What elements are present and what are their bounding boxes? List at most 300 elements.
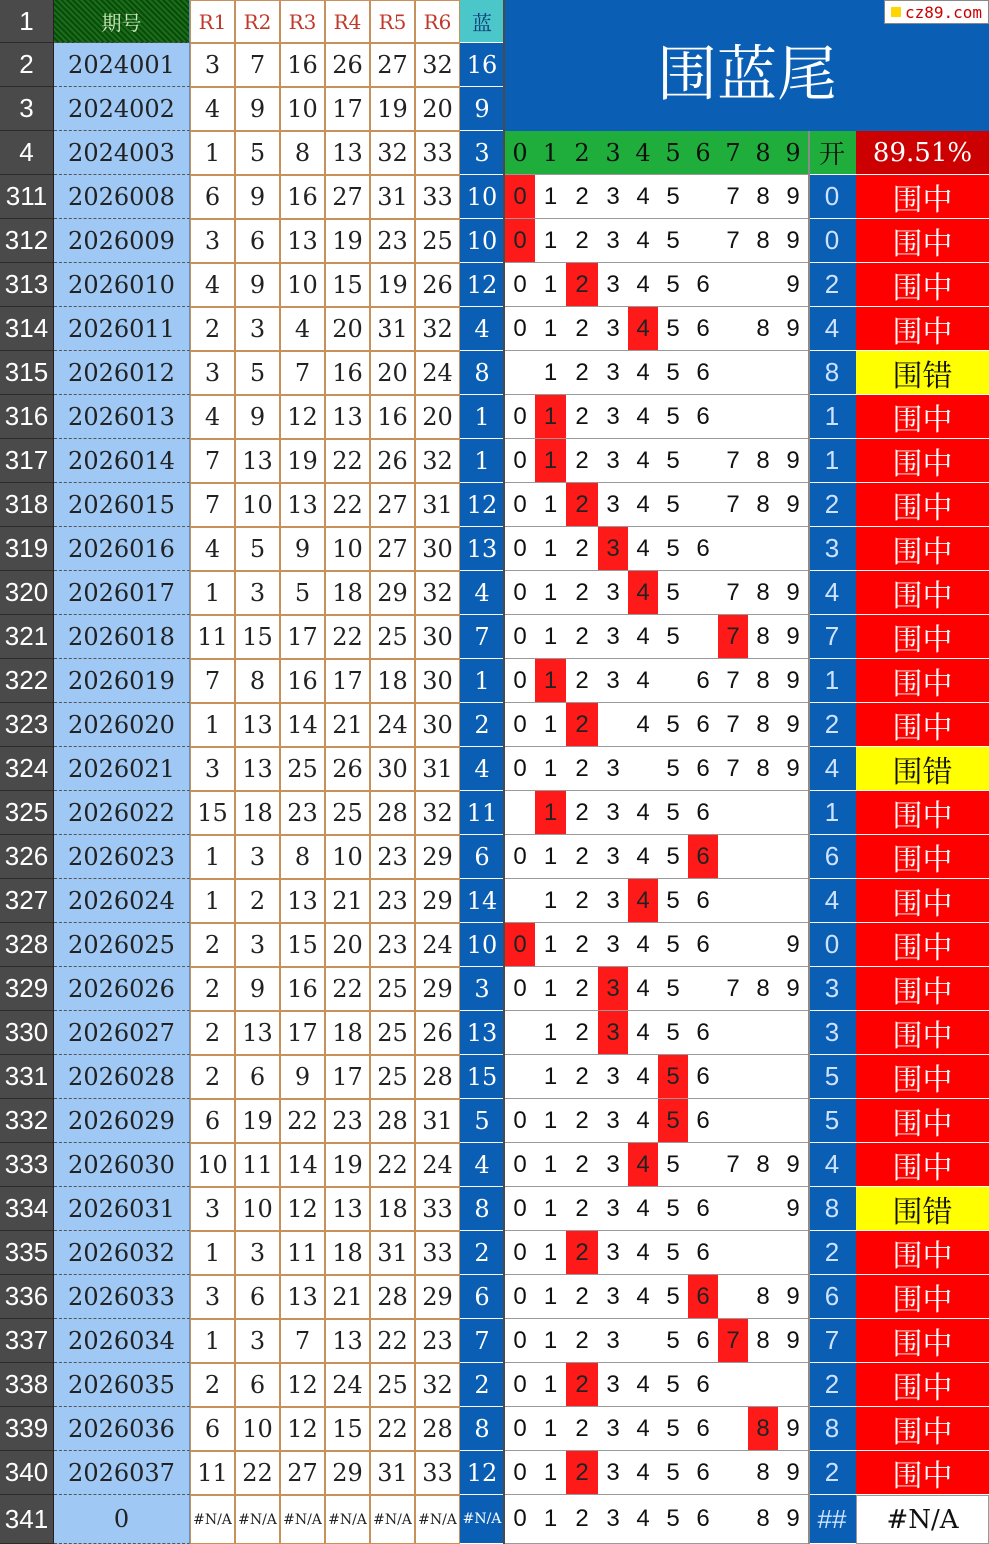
digit-cell[interactable]: 3 [598, 659, 628, 703]
red-ball-cell[interactable]: 5 [280, 571, 325, 615]
red-ball-cell[interactable]: 22 [325, 483, 370, 527]
digit-cell[interactable]: 5 [658, 1495, 688, 1544]
red-ball-cell[interactable]: 28 [370, 791, 415, 835]
red-ball-cell[interactable]: 32 [415, 439, 460, 483]
digit-cell[interactable]: 9 [778, 175, 808, 219]
red-ball-cell[interactable]: 3 [235, 835, 280, 879]
blue-ball-cell[interactable]: 1 [460, 395, 505, 439]
kai-cell[interactable]: 7 [808, 615, 856, 659]
red-ball-cell[interactable]: #N/A [415, 1495, 460, 1544]
red-ball-cell[interactable]: 16 [280, 659, 325, 703]
digit-cell[interactable]: 1 [535, 1143, 566, 1187]
digit-cell[interactable]: 5 [658, 747, 688, 791]
row-number[interactable]: 318 [0, 483, 54, 527]
red-ball-cell[interactable]: 3 [190, 1187, 235, 1231]
blue-ball-cell[interactable]: 13 [460, 527, 505, 571]
result-cell[interactable]: 围中 [856, 659, 989, 703]
red-ball-cell[interactable]: 9 [235, 263, 280, 307]
digit-cell[interactable]: 1 [535, 263, 566, 307]
row-number[interactable]: 313 [0, 263, 54, 307]
digit-cell[interactable] [778, 1363, 808, 1407]
red-ball-cell[interactable]: 9 [280, 527, 325, 571]
digit-cell[interactable]: 4 [628, 1407, 658, 1451]
digit-cell[interactable]: 2 [566, 1495, 598, 1544]
row-number[interactable]: 338 [0, 1363, 54, 1407]
digit-cell-hit[interactable]: 1 [535, 791, 566, 835]
digit-cell[interactable]: 8 [748, 219, 778, 263]
digit-cell[interactable]: 3 [598, 571, 628, 615]
digit-cell[interactable]: 5 [658, 835, 688, 879]
digit-cell[interactable]: 2 [566, 1143, 598, 1187]
red-ball-cell[interactable]: 31 [415, 483, 460, 527]
blue-ball-cell[interactable]: 6 [460, 1275, 505, 1319]
digit-cell[interactable]: 6 [688, 879, 718, 923]
digit-cell[interactable]: 7 [718, 219, 748, 263]
red-ball-cell[interactable]: 11 [235, 1143, 280, 1187]
digit-cell[interactable] [778, 527, 808, 571]
red-ball-header[interactable]: R6 [415, 0, 460, 43]
blue-ball-cell[interactable]: #N/A [460, 1495, 505, 1544]
digit-cell[interactable] [718, 1495, 748, 1544]
digit-cell[interactable]: 7 [718, 483, 748, 527]
digit-cell-hit[interactable]: 2 [566, 703, 598, 747]
row-number[interactable]: 330 [0, 1011, 54, 1055]
red-ball-cell[interactable]: 26 [325, 747, 370, 791]
digit-cell[interactable]: 8 [748, 1451, 778, 1495]
digit-cell[interactable]: 2 [566, 1319, 598, 1363]
digit-cell[interactable]: 3 [598, 879, 628, 923]
digit-cell[interactable] [688, 219, 718, 263]
row-number[interactable]: 3 [0, 87, 54, 131]
red-ball-cell[interactable]: 24 [415, 923, 460, 967]
kai-cell[interactable]: ## [808, 1495, 856, 1544]
digit-cell[interactable]: 0 [505, 1319, 535, 1363]
digit-cell[interactable] [718, 1275, 748, 1319]
digit-cell[interactable] [718, 1099, 748, 1143]
red-ball-cell[interactable]: 31 [415, 747, 460, 791]
digit-cell[interactable]: 3 [598, 791, 628, 835]
digit-header[interactable]: 7 [718, 131, 748, 175]
red-ball-cell[interactable]: 6 [235, 1055, 280, 1099]
blue-ball-cell[interactable]: 12 [460, 263, 505, 307]
digit-cell[interactable] [505, 879, 535, 923]
digit-cell[interactable]: 2 [566, 967, 598, 1011]
digit-cell[interactable]: 5 [658, 351, 688, 395]
result-cell[interactable]: 围中 [856, 263, 989, 307]
digit-cell[interactable]: 4 [628, 175, 658, 219]
digit-cell[interactable] [598, 703, 628, 747]
digit-cell[interactable]: 1 [535, 1451, 566, 1495]
result-cell[interactable]: 围中 [856, 439, 989, 483]
red-ball-cell[interactable]: 20 [325, 307, 370, 351]
row-number[interactable]: 336 [0, 1275, 54, 1319]
kai-cell[interactable]: 4 [808, 747, 856, 791]
digit-cell[interactable]: 2 [566, 791, 598, 835]
digit-cell-hit[interactable]: 2 [566, 263, 598, 307]
digit-cell-hit[interactable]: 6 [688, 835, 718, 879]
red-ball-cell[interactable]: 16 [325, 351, 370, 395]
digit-cell[interactable]: 9 [778, 307, 808, 351]
red-ball-cell[interactable]: 25 [370, 615, 415, 659]
digit-cell[interactable] [778, 1011, 808, 1055]
digit-cell[interactable]: 4 [628, 1363, 658, 1407]
digit-header[interactable]: 6 [688, 131, 718, 175]
digit-cell[interactable]: 3 [598, 263, 628, 307]
red-ball-cell[interactable]: 9 [280, 1055, 325, 1099]
digit-cell[interactable]: 6 [688, 1319, 718, 1363]
digit-cell[interactable] [718, 835, 748, 879]
digit-cell-hit[interactable]: 6 [688, 1275, 718, 1319]
red-ball-cell[interactable]: 30 [415, 527, 460, 571]
red-ball-cell[interactable]: 26 [325, 43, 370, 87]
kai-cell[interactable]: 1 [808, 439, 856, 483]
digit-cell[interactable]: 0 [505, 395, 535, 439]
digit-cell[interactable]: 3 [598, 1143, 628, 1187]
red-ball-cell[interactable]: 25 [325, 791, 370, 835]
digit-cell[interactable]: 6 [688, 527, 718, 571]
digit-cell[interactable]: 9 [778, 263, 808, 307]
red-ball-cell[interactable]: 8 [280, 131, 325, 175]
digit-cell-hit[interactable]: 4 [628, 1143, 658, 1187]
digit-cell-hit[interactable]: 1 [535, 659, 566, 703]
red-ball-cell[interactable]: 27 [325, 175, 370, 219]
digit-cell[interactable] [658, 659, 688, 703]
period-cell[interactable]: 2026033 [54, 1275, 190, 1319]
red-ball-cell[interactable]: 24 [415, 351, 460, 395]
result-cell[interactable]: 围中 [856, 1011, 989, 1055]
digit-header[interactable]: 5 [658, 131, 688, 175]
red-ball-cell[interactable]: 1 [190, 879, 235, 923]
red-ball-cell[interactable]: 11 [190, 615, 235, 659]
digit-cell[interactable]: 9 [778, 439, 808, 483]
result-cell[interactable]: 围中 [856, 483, 989, 527]
digit-cell[interactable] [748, 1231, 778, 1275]
blue-ball-cell[interactable]: 12 [460, 483, 505, 527]
red-ball-cell[interactable]: 6 [190, 1407, 235, 1451]
red-ball-cell[interactable]: 30 [370, 747, 415, 791]
period-cell[interactable]: 2026036 [54, 1407, 190, 1451]
period-cell[interactable]: 2026031 [54, 1187, 190, 1231]
red-ball-cell[interactable]: 2 [190, 923, 235, 967]
digit-cell[interactable]: 1 [535, 1319, 566, 1363]
red-ball-cell[interactable]: 12 [280, 1407, 325, 1451]
row-number[interactable]: 325 [0, 791, 54, 835]
digit-cell[interactable] [505, 351, 535, 395]
digit-cell[interactable]: 2 [566, 659, 598, 703]
row-number[interactable]: 333 [0, 1143, 54, 1187]
red-ball-cell[interactable]: 4 [190, 263, 235, 307]
digit-cell[interactable]: 7 [718, 967, 748, 1011]
period-cell[interactable]: 2026010 [54, 263, 190, 307]
result-cell[interactable]: 围中 [856, 1451, 989, 1495]
blue-ball-cell[interactable]: 2 [460, 1231, 505, 1275]
digit-cell-hit[interactable]: 3 [598, 527, 628, 571]
red-ball-cell[interactable]: 33 [415, 1451, 460, 1495]
digit-cell[interactable]: 3 [598, 615, 628, 659]
digit-cell[interactable]: 2 [566, 1275, 598, 1319]
digit-cell[interactable]: 1 [535, 351, 566, 395]
digit-cell[interactable]: 0 [505, 659, 535, 703]
blue-ball-cell[interactable]: 5 [460, 1099, 505, 1143]
red-ball-cell[interactable]: 5 [235, 351, 280, 395]
digit-cell[interactable]: 0 [505, 1407, 535, 1451]
red-ball-cell[interactable]: 29 [370, 571, 415, 615]
red-ball-cell[interactable]: 23 [370, 219, 415, 263]
row-number[interactable]: 332 [0, 1099, 54, 1143]
red-ball-cell[interactable]: 30 [415, 659, 460, 703]
period-cell[interactable]: 2026019 [54, 659, 190, 703]
digit-cell[interactable]: 9 [778, 1187, 808, 1231]
red-ball-cell[interactable]: 2 [190, 1055, 235, 1099]
digit-cell[interactable]: 4 [628, 1055, 658, 1099]
red-ball-cell[interactable]: 9 [235, 87, 280, 131]
result-cell[interactable]: 围错 [856, 1187, 989, 1231]
digit-cell[interactable] [718, 1187, 748, 1231]
digit-cell[interactable] [748, 395, 778, 439]
result-cell[interactable]: 围中 [856, 1143, 989, 1187]
kai-cell[interactable]: 8 [808, 1187, 856, 1231]
red-ball-cell[interactable]: 9 [235, 967, 280, 1011]
digit-cell[interactable]: 9 [778, 659, 808, 703]
digit-cell[interactable]: 1 [535, 571, 566, 615]
red-ball-cell[interactable]: 20 [325, 923, 370, 967]
red-ball-cell[interactable]: 22 [235, 1451, 280, 1495]
result-cell[interactable]: 围中 [856, 175, 989, 219]
red-ball-cell[interactable]: 33 [415, 1231, 460, 1275]
digit-cell[interactable]: 7 [718, 175, 748, 219]
red-ball-cell[interactable]: 25 [370, 1055, 415, 1099]
period-cell[interactable]: 2026034 [54, 1319, 190, 1363]
red-ball-cell[interactable]: 14 [280, 703, 325, 747]
digit-cell[interactable]: 2 [566, 747, 598, 791]
digit-cell[interactable] [628, 1319, 658, 1363]
digit-cell[interactable]: 7 [718, 439, 748, 483]
red-ball-cell[interactable]: 28 [370, 1275, 415, 1319]
period-cell[interactable]: 2026015 [54, 483, 190, 527]
digit-cell-hit[interactable]: 5 [658, 1055, 688, 1099]
red-ball-cell[interactable]: 19 [235, 1099, 280, 1143]
digit-cell[interactable]: 3 [598, 1099, 628, 1143]
period-cell[interactable]: 2026009 [54, 219, 190, 263]
digit-cell[interactable] [718, 1231, 748, 1275]
digit-cell[interactable]: 1 [535, 1407, 566, 1451]
digit-cell[interactable]: 0 [505, 835, 535, 879]
digit-cell[interactable] [688, 1143, 718, 1187]
digit-cell[interactable]: 2 [566, 219, 598, 263]
result-cell[interactable]: 围中 [856, 395, 989, 439]
kai-cell[interactable]: 2 [808, 1231, 856, 1275]
digit-cell[interactable]: 6 [688, 1363, 718, 1407]
digit-cell[interactable]: 5 [658, 395, 688, 439]
digit-cell[interactable]: 3 [598, 747, 628, 791]
kai-cell[interactable]: 2 [808, 1451, 856, 1495]
blue-ball-cell[interactable]: 15 [460, 1055, 505, 1099]
kai-header[interactable]: 开 [808, 131, 856, 175]
result-cell[interactable]: 围中 [856, 703, 989, 747]
red-ball-cell[interactable]: 19 [280, 439, 325, 483]
row-number[interactable]: 324 [0, 747, 54, 791]
red-ball-cell[interactable]: 18 [325, 571, 370, 615]
kai-cell[interactable]: 2 [808, 483, 856, 527]
digit-cell[interactable]: 9 [778, 967, 808, 1011]
red-ball-cell[interactable]: 25 [280, 747, 325, 791]
digit-cell[interactable]: 0 [505, 747, 535, 791]
digit-cell[interactable]: 1 [535, 1231, 566, 1275]
digit-cell[interactable]: 0 [505, 615, 535, 659]
red-ball-cell[interactable]: 10 [280, 263, 325, 307]
digit-cell-hit[interactable]: 4 [628, 879, 658, 923]
digit-cell[interactable]: 8 [748, 659, 778, 703]
period-cell[interactable]: 2026022 [54, 791, 190, 835]
result-cell[interactable]: 围中 [856, 923, 989, 967]
period-cell[interactable]: 2026011 [54, 307, 190, 351]
digit-cell[interactable] [748, 835, 778, 879]
period-cell[interactable]: 2026029 [54, 1099, 190, 1143]
digit-cell[interactable]: 9 [778, 1451, 808, 1495]
red-ball-cell[interactable]: 13 [325, 395, 370, 439]
digit-cell[interactable]: 0 [505, 1275, 535, 1319]
digit-cell[interactable]: 0 [505, 483, 535, 527]
digit-cell[interactable]: 6 [688, 1099, 718, 1143]
row-number[interactable]: 320 [0, 571, 54, 615]
red-ball-cell[interactable]: 29 [415, 835, 460, 879]
digit-cell[interactable]: 3 [598, 483, 628, 527]
red-ball-cell[interactable]: 26 [415, 1011, 460, 1055]
red-ball-cell[interactable]: 16 [280, 175, 325, 219]
red-ball-cell[interactable]: 9 [235, 175, 280, 219]
digit-cell[interactable]: 1 [535, 1275, 566, 1319]
blue-ball-cell[interactable]: 10 [460, 219, 505, 263]
digit-cell[interactable]: 1 [535, 1187, 566, 1231]
digit-cell[interactable]: 5 [658, 1011, 688, 1055]
red-ball-cell[interactable]: 13 [235, 1011, 280, 1055]
red-ball-cell[interactable]: 30 [415, 703, 460, 747]
digit-cell[interactable] [688, 175, 718, 219]
digit-cell[interactable]: 5 [658, 1187, 688, 1231]
result-cell[interactable]: 围中 [856, 791, 989, 835]
digit-cell[interactable] [748, 351, 778, 395]
digit-cell[interactable]: 8 [748, 483, 778, 527]
digit-cell[interactable]: 9 [778, 747, 808, 791]
red-ball-cell[interactable]: 28 [370, 1099, 415, 1143]
period-header[interactable]: 期号 [54, 0, 190, 43]
digit-cell[interactable]: 6 [688, 703, 718, 747]
red-ball-cell[interactable]: 4 [190, 87, 235, 131]
result-cell[interactable]: 围中 [856, 571, 989, 615]
digit-cell-hit[interactable]: 3 [598, 1011, 628, 1055]
period-cell[interactable]: 2026018 [54, 615, 190, 659]
red-ball-cell[interactable]: 24 [325, 1363, 370, 1407]
digit-cell[interactable]: 9 [778, 1407, 808, 1451]
digit-cell-hit[interactable]: 5 [658, 1099, 688, 1143]
digit-cell[interactable]: 8 [748, 747, 778, 791]
red-ball-cell[interactable]: 29 [415, 967, 460, 1011]
red-ball-cell[interactable]: 1 [190, 1231, 235, 1275]
row-number[interactable]: 4 [0, 131, 54, 175]
red-ball-cell[interactable]: 1 [190, 835, 235, 879]
red-ball-cell[interactable]: 7 [280, 351, 325, 395]
red-ball-cell[interactable]: 24 [415, 1143, 460, 1187]
digit-header[interactable]: 4 [628, 131, 658, 175]
row-number[interactable]: 321 [0, 615, 54, 659]
row-number[interactable]: 317 [0, 439, 54, 483]
red-ball-cell[interactable]: 28 [415, 1407, 460, 1451]
red-ball-header[interactable]: R3 [280, 0, 325, 43]
red-ball-cell[interactable]: 22 [325, 615, 370, 659]
digit-cell-hit[interactable]: 8 [748, 1407, 778, 1451]
red-ball-cell[interactable]: 13 [235, 747, 280, 791]
result-cell[interactable]: 围中 [856, 835, 989, 879]
kai-cell[interactable]: 3 [808, 1011, 856, 1055]
digit-cell[interactable]: 5 [658, 923, 688, 967]
blue-ball-cell[interactable]: 4 [460, 571, 505, 615]
result-cell[interactable]: 围中 [856, 1319, 989, 1363]
result-cell[interactable]: 围中 [856, 1275, 989, 1319]
period-cell[interactable]: 2026025 [54, 923, 190, 967]
digit-cell[interactable]: 9 [778, 703, 808, 747]
row-number[interactable]: 326 [0, 835, 54, 879]
digit-cell[interactable]: 4 [628, 1011, 658, 1055]
period-cell[interactable]: 2024001 [54, 43, 190, 87]
row-number[interactable]: 334 [0, 1187, 54, 1231]
red-ball-cell[interactable]: 9 [235, 395, 280, 439]
result-cell[interactable]: 围中 [856, 1099, 989, 1143]
digit-cell[interactable]: 3 [598, 1407, 628, 1451]
red-ball-cell[interactable]: 22 [325, 967, 370, 1011]
blue-ball-cell[interactable]: 13 [460, 1011, 505, 1055]
digit-cell[interactable]: 1 [535, 527, 566, 571]
digit-cell[interactable] [748, 1099, 778, 1143]
digit-cell[interactable]: 7 [718, 747, 748, 791]
row-number[interactable]: 311 [0, 175, 54, 219]
row-number[interactable]: 316 [0, 395, 54, 439]
red-ball-cell[interactable]: 22 [325, 439, 370, 483]
red-ball-cell[interactable]: 5 [235, 527, 280, 571]
row-number[interactable]: 329 [0, 967, 54, 1011]
digit-cell[interactable]: 4 [628, 791, 658, 835]
red-ball-cell[interactable]: 3 [190, 747, 235, 791]
digit-cell[interactable]: 0 [505, 571, 535, 615]
red-ball-cell[interactable]: 23 [280, 791, 325, 835]
digit-cell[interactable]: 4 [628, 1231, 658, 1275]
digit-cell[interactable]: 8 [748, 615, 778, 659]
kai-cell[interactable]: 2 [808, 1363, 856, 1407]
red-ball-cell[interactable]: 20 [415, 87, 460, 131]
digit-cell[interactable]: 1 [535, 307, 566, 351]
blue-ball-cell[interactable]: 16 [460, 43, 505, 87]
kai-cell[interactable]: 6 [808, 1275, 856, 1319]
digit-cell[interactable]: 1 [535, 1011, 566, 1055]
digit-header[interactable]: 2 [566, 131, 598, 175]
row-number[interactable]: 1 [0, 0, 54, 43]
digit-cell[interactable] [778, 791, 808, 835]
kai-cell[interactable]: 5 [808, 1055, 856, 1099]
digit-cell[interactable]: 1 [535, 483, 566, 527]
digit-cell[interactable] [718, 1451, 748, 1495]
result-cell[interactable]: 围中 [856, 967, 989, 1011]
digit-cell[interactable]: 2 [566, 615, 598, 659]
digit-cell[interactable]: 2 [566, 395, 598, 439]
digit-cell[interactable]: 2 [566, 1011, 598, 1055]
digit-cell[interactable]: 4 [628, 703, 658, 747]
digit-cell[interactable]: 6 [688, 1231, 718, 1275]
red-ball-cell[interactable]: 10 [235, 483, 280, 527]
red-ball-cell[interactable]: 32 [415, 571, 460, 615]
kai-cell[interactable]: 1 [808, 659, 856, 703]
digit-cell-hit[interactable]: 2 [566, 483, 598, 527]
red-ball-cell[interactable]: 13 [280, 879, 325, 923]
blue-ball-cell[interactable]: 9 [460, 87, 505, 131]
